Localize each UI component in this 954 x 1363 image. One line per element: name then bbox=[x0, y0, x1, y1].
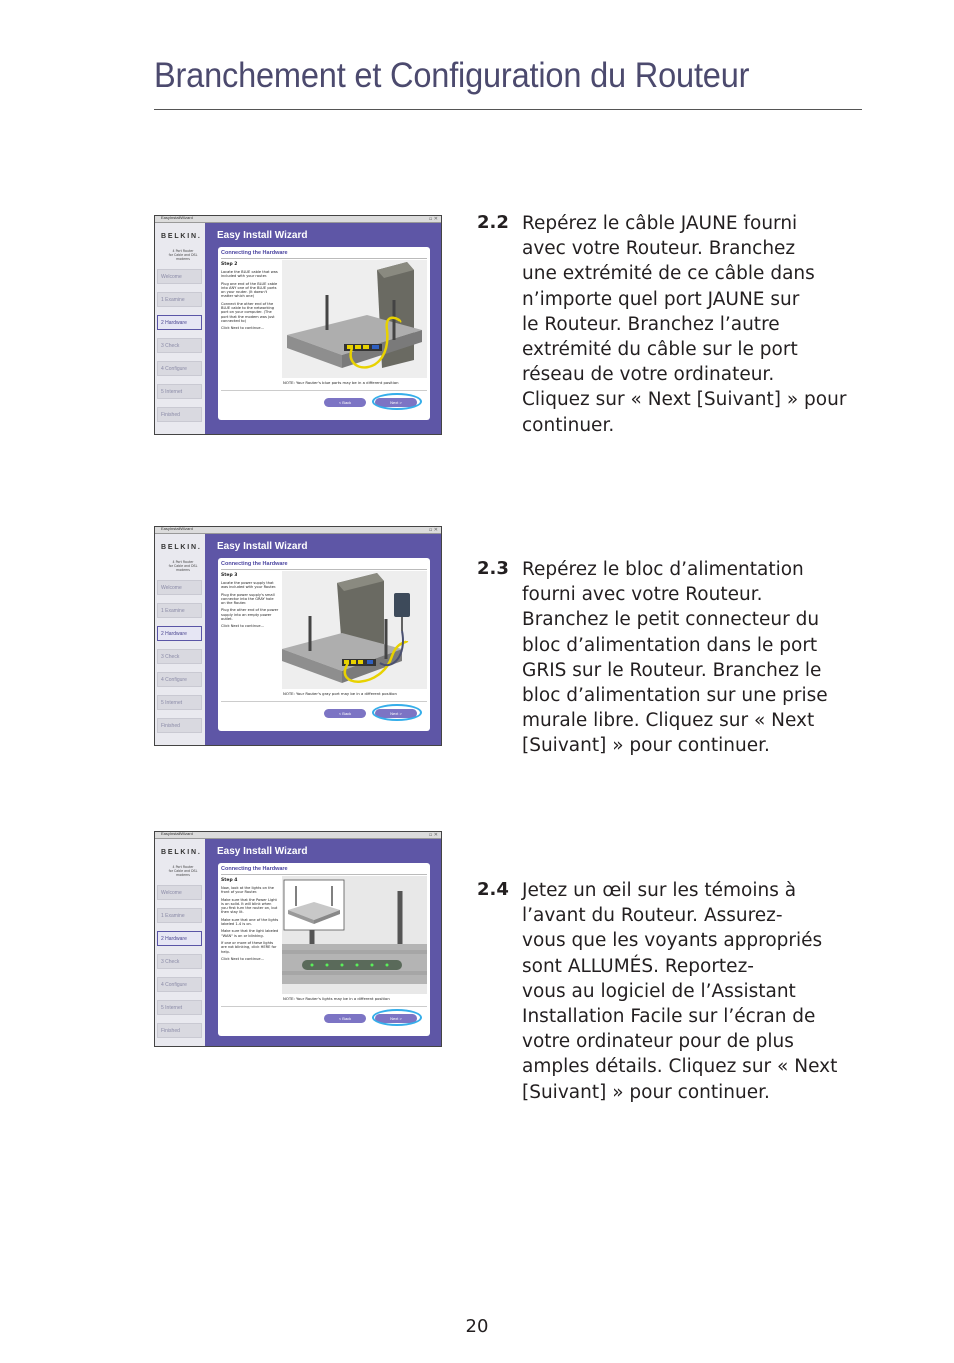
next-highlight-ring bbox=[372, 704, 422, 721]
window-titlebar bbox=[155, 527, 441, 534]
wizard-sidebar bbox=[155, 839, 205, 1046]
nav-welcome: Welcome bbox=[157, 580, 202, 595]
wizard-note: NOTE: Your Router's gray port may be in a different position bbox=[283, 691, 397, 696]
next-button: Next > bbox=[375, 1014, 417, 1023]
wizard-screenshot-step-3 bbox=[154, 526, 442, 746]
nav-finished: Finished bbox=[157, 407, 202, 422]
nav-hardware: 2 Hardware bbox=[157, 931, 202, 946]
wizard-instructions: Now, look at the lights on the front of your Router. Make sure that the Power Light is on solid. It will blink when you first turn the router on, but then stay lit. Make sure that one of the lights labeled 1-4 is on. Make sure that the light labeled "WAN" is on or blinking. If one or more of these lights are not blinking, click HERE for help. Click Next to continue... bbox=[221, 886, 279, 961]
nav-check: 3 Check bbox=[157, 954, 202, 969]
nav-examine: 1 Examine bbox=[157, 292, 202, 307]
page-title: Branchement et Configuration du Routeur bbox=[154, 56, 750, 95]
logo-subtitle: 4 Port Router for Cable and DSL modems bbox=[168, 865, 198, 877]
step-paragraph: Repérez le câble JAUNE fourni avec votre Routeur. Branchez une extrémité de ce câble dans n’importe quel port JAUNE sur le Routeur. Branchez l’autre extrémité du câble sur le port réseau de votre ordinateur. Cliquez sur « Next [Suivant] » pour continuer. bbox=[522, 213, 847, 436]
nav-finished: Finished bbox=[157, 1023, 202, 1038]
belkin-logo: BELKIN. bbox=[161, 544, 202, 551]
nav-configure: 4 Configure bbox=[157, 977, 202, 992]
content-divider bbox=[221, 258, 427, 259]
step-number: 2.4 bbox=[477, 879, 509, 900]
section-title: Connecting the Hardware bbox=[221, 250, 288, 256]
wizard-note: NOTE: Your Router's blue ports may be in a different position bbox=[283, 380, 399, 385]
wizard-main-panel bbox=[205, 839, 441, 1046]
nav-check: 3 Check bbox=[157, 338, 202, 353]
nav-internet: 5 Internet bbox=[157, 384, 202, 399]
router-power-illustration bbox=[282, 571, 427, 689]
step-number: 2.2 bbox=[477, 212, 509, 233]
belkin-logo: BELKIN. bbox=[161, 233, 202, 240]
window-controls-icon: ▫ ✕ bbox=[428, 832, 438, 838]
wizard-screenshot-step-4 bbox=[154, 831, 442, 1047]
window-controls-icon: ▫ ✕ bbox=[428, 216, 438, 222]
router-cable-illustration bbox=[282, 260, 427, 378]
nav-configure: 4 Configure bbox=[157, 672, 202, 687]
window-titlebar bbox=[155, 832, 441, 839]
wizard-main-panel bbox=[205, 223, 441, 434]
wizard-title: Easy Install Wizard bbox=[217, 541, 308, 552]
window-title: EasyInstallWizard bbox=[161, 215, 193, 220]
content-divider bbox=[221, 874, 427, 875]
page-number: 20 bbox=[465, 1316, 489, 1337]
wizard-step-label: Step 3 bbox=[221, 573, 238, 578]
nav-welcome: Welcome bbox=[157, 269, 202, 284]
step-paragraph: Jetez un œil sur les témoins à l’avant du Routeur. Assurez- vous que les voyants appropriés sont ALLUMÉS. Reportez- vous au logiciel de l’Assistant Installation Facile sur l’écran de votre ordinateur pour de plus amples détails. Cliquez sur « Next [Suivant] » pour continuer. bbox=[522, 880, 838, 1103]
nav-welcome: Welcome bbox=[157, 885, 202, 900]
section-title: Connecting the Hardware bbox=[221, 561, 288, 567]
wizard-instructions: Locate the power supply that was included with your Router. Plug the power supply's small connector into the GRAY hole on the Router. Plug the other end of the power supply into an empty power outlet. Click Next to continue... bbox=[221, 581, 279, 629]
wizard-screenshot-step-2 bbox=[154, 215, 442, 435]
content-divider-bottom bbox=[221, 390, 427, 391]
content-divider bbox=[221, 569, 427, 570]
next-button: Next > bbox=[375, 398, 417, 407]
wizard-sidebar bbox=[155, 223, 205, 434]
wizard-step-label: Step 4 bbox=[221, 878, 238, 883]
nav-hardware: 2 Hardware bbox=[157, 626, 202, 641]
logo-subtitle: 4 Port Router for Cable and DSL modems bbox=[168, 249, 198, 261]
back-button: < Back bbox=[324, 398, 366, 407]
content-divider-bottom bbox=[221, 701, 427, 702]
nav-examine: 1 Examine bbox=[157, 603, 202, 618]
wizard-content bbox=[218, 247, 430, 420]
wizard-step-label: Step 2 bbox=[221, 262, 238, 267]
content-divider-bottom bbox=[221, 1006, 427, 1007]
belkin-logo: BELKIN. bbox=[161, 849, 202, 856]
window-titlebar bbox=[155, 216, 441, 223]
window-title: EasyInstallWizard bbox=[161, 831, 193, 836]
window-title: EasyInstallWizard bbox=[161, 526, 193, 531]
wizard-sidebar bbox=[155, 534, 205, 745]
wizard-main-panel bbox=[205, 534, 441, 745]
nav-internet: 5 Internet bbox=[157, 1000, 202, 1015]
back-button: < Back bbox=[324, 709, 366, 718]
wizard-note: NOTE: Your Router's lights may be in a different position bbox=[283, 996, 390, 1001]
wizard-instructions: Locate the BLUE cable that was included with your router. Plug one end of the BLUE cable into ANY one of the BLUE ports on your router. (It doesn't matter which one) Connect the other end of the BLUE cable to the networking port on your computer. (The port that the modem was just connected to) Click Next to continue... bbox=[221, 270, 278, 331]
wizard-content bbox=[218, 863, 430, 1036]
nav-check: 3 Check bbox=[157, 649, 202, 664]
section-title: Connecting the Hardware bbox=[221, 866, 288, 872]
wizard-content bbox=[218, 558, 430, 731]
step-number: 2.3 bbox=[477, 558, 509, 579]
back-button: < Back bbox=[324, 1014, 366, 1023]
next-highlight-ring bbox=[372, 1009, 422, 1026]
step-paragraph: Repérez le bloc d’alimentation fourni avec votre Routeur. Branchez le petit connecteur du bloc d’alimentation dans le port GRIS sur le Routeur. Branchez le bloc d’alimentation sur une prise murale libre. Cliquez sur « Next [Suivant] » pour continuer. bbox=[522, 559, 828, 757]
title-divider bbox=[154, 109, 862, 110]
router-lights-illustration bbox=[282, 876, 427, 994]
nav-examine: 1 Examine bbox=[157, 908, 202, 923]
next-button: Next > bbox=[375, 709, 417, 718]
nav-configure: 4 Configure bbox=[157, 361, 202, 376]
wizard-title: Easy Install Wizard bbox=[217, 230, 308, 241]
nav-hardware: 2 Hardware bbox=[157, 315, 202, 330]
next-highlight-ring bbox=[372, 393, 422, 410]
window-controls-icon: ▫ ✕ bbox=[428, 527, 438, 533]
wizard-title: Easy Install Wizard bbox=[217, 846, 308, 857]
nav-internet: 5 Internet bbox=[157, 695, 202, 710]
nav-finished: Finished bbox=[157, 718, 202, 733]
logo-subtitle: 4 Port Router for Cable and DSL modems bbox=[168, 560, 198, 572]
